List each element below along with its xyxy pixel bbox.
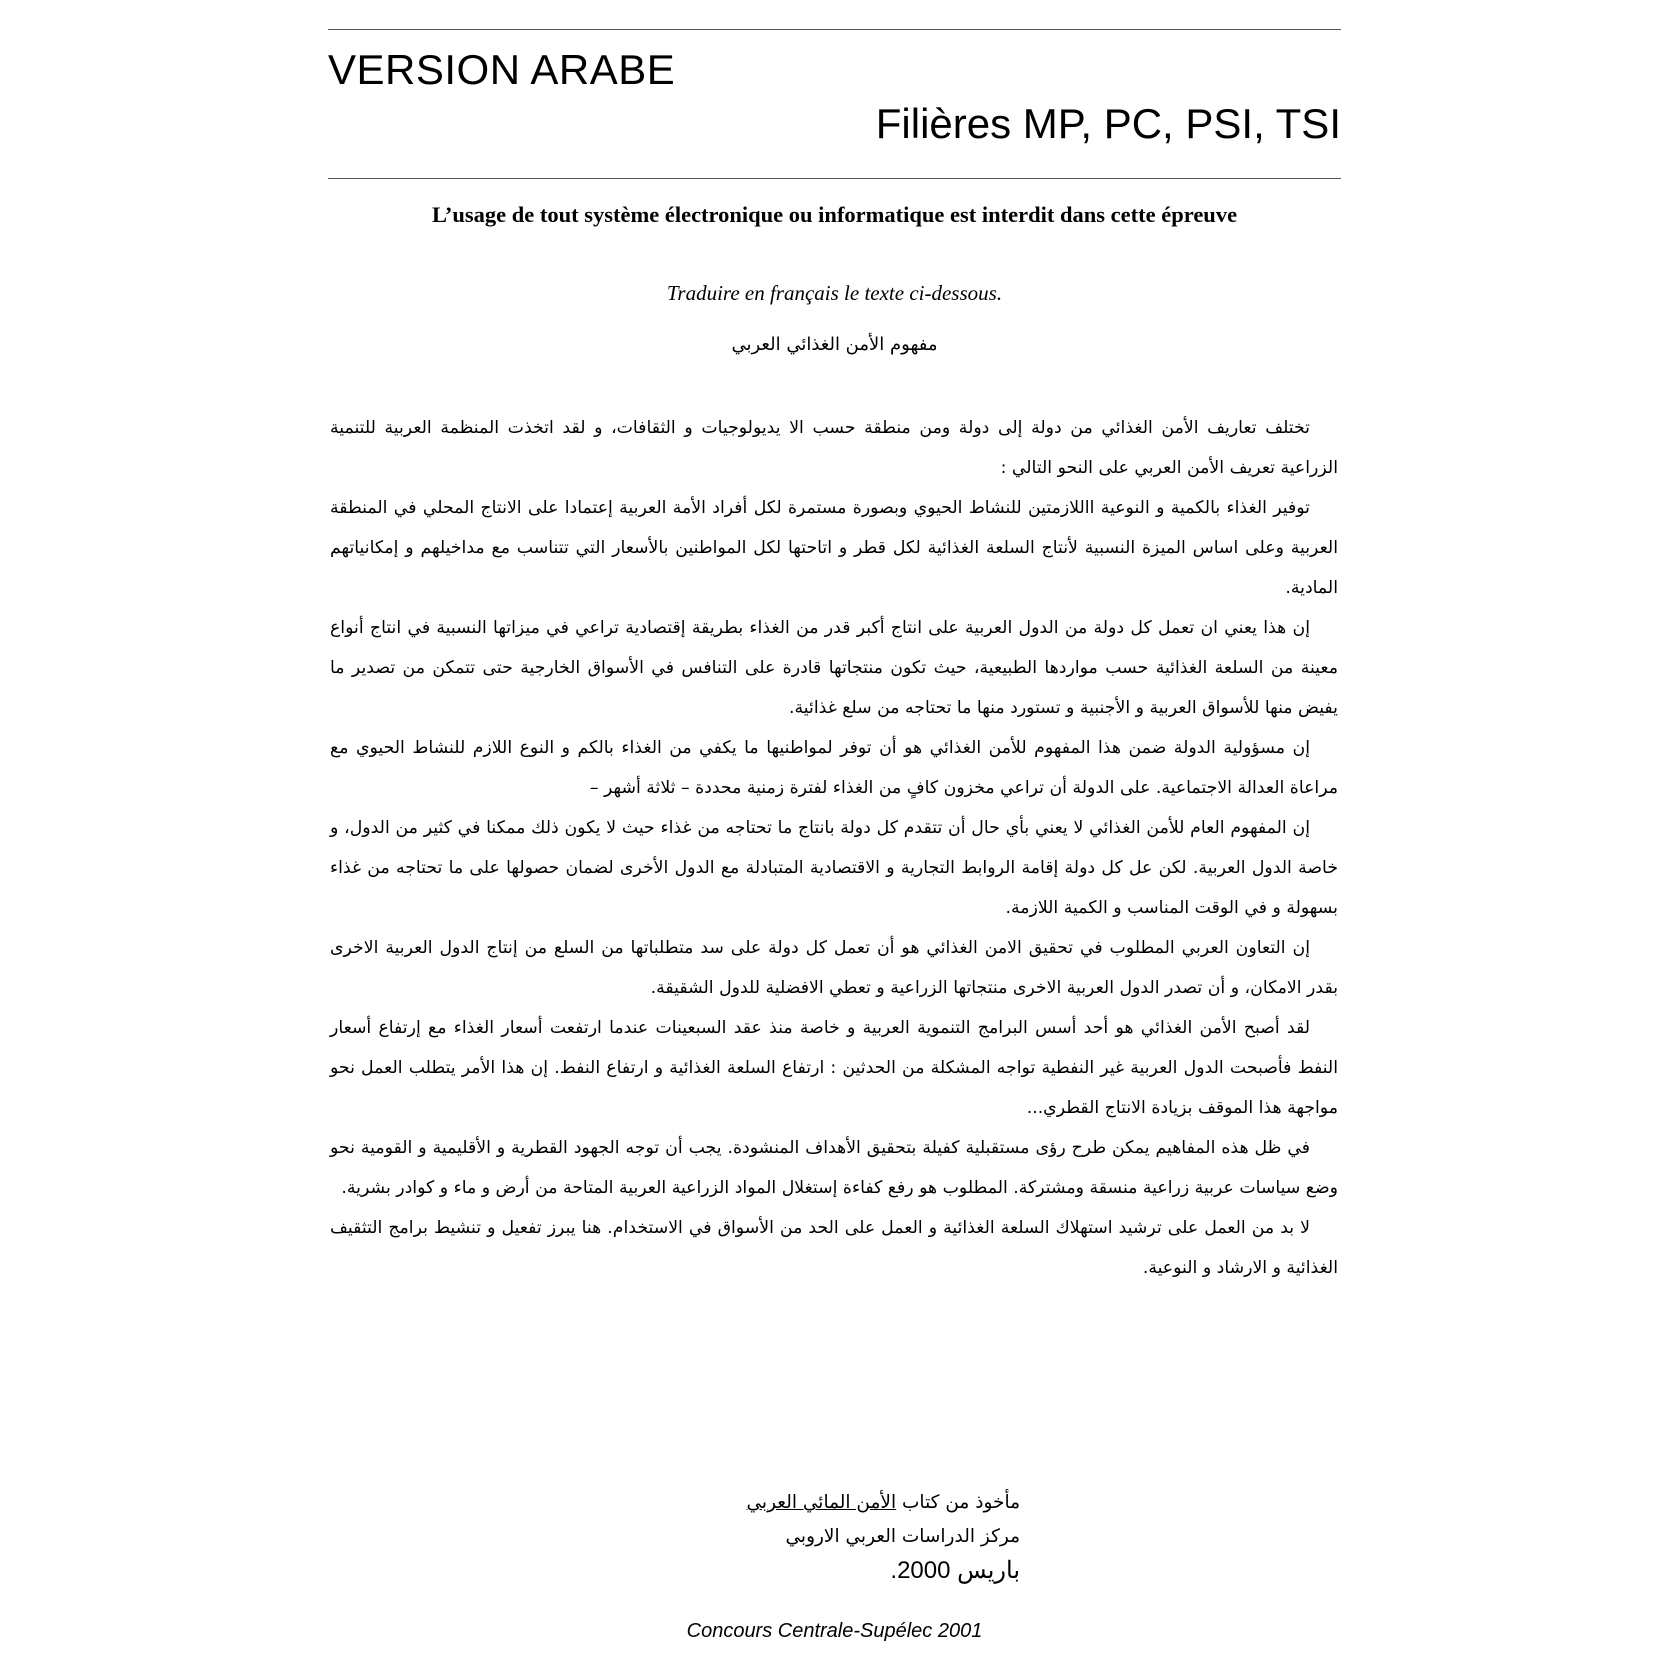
source-publisher: مركز الدراسات العربي الاروبي xyxy=(785,1526,1020,1547)
device-notice: L’usage de tout système électronique ou informatique est interdit dans cette épreuve xyxy=(431,202,1238,227)
source-place-year: باريس 2000. xyxy=(890,1557,1020,1584)
source-book-title: الأمن المائي العربي xyxy=(746,1492,897,1513)
source-book-line xyxy=(660,1486,1020,1520)
paragraph: إن هذا يعني ان تعمل كل دولة من الدول العربية على انتاج أكبر قدر من الغذاء بطريقة إقتصادية تراعي في ميزاتها النسبية في انتاج أنواع معينة من السلعة الغذائية حسب مواردها الطبيعية، حيث تكون منتجاتها قادرة على التنافس في الأسواق الخارجية حتى تتمكن من تصدير ما يفيض منها للأسواق العربية و الأجنبية و تستورد منها ما تحتاجه من سلع غذائية. xyxy=(330,618,1338,718)
paragraph: تختلف تعاريف الأمن الغذائي من دولة إلى دولة ومن منطقة حسب الا يديولوجيات و الثقافات، و لقد اتخذت المنظمة العربية للتنمية الزراعية تعريف الأمن العربي على النحو التالي : xyxy=(330,418,1338,478)
header-rule xyxy=(328,178,1341,179)
source-citation xyxy=(660,1486,1020,1588)
filieres-heading: Filières MP, PC, PSI, TSI xyxy=(875,100,1341,147)
paragraph: لا بد من العمل على ترشيد استهلاك السلعة الغذائية و العمل على الحد من الأسواق في الاستخدام. هنا يبرز تفعيل و تنشيط برامج التثقيف الغذائية و الارشاد و النوعية. xyxy=(330,1218,1338,1278)
page-footer: Concours Centrale-Supélec 2001 xyxy=(686,1620,983,1642)
top-rule xyxy=(328,29,1341,30)
paragraph: توفير الغذاء بالكمية و النوعية االلازمتين للنشاط الحيوي وبصورة مستمرة لكل أفراد الأمة العربية إعتمادا على الانتاج المحلي في المنطقة العربية وعلى اساس الميزة النسبية لأنتاج السلعة الغذائية لكل قطر و اتاحتها لكل المواطنين بالأسعار التي تتناسب مع مداخيلهم و إمكانياتهم المادية. xyxy=(330,498,1338,598)
paragraph: إن مسؤولية الدولة ضمن هذا المفهوم للأمن الغذائي هو أن توفر لمواطنيها ما يكفي من الغذاء بالكم و النوع اللازم للنشاط الحيوي مع مراعاة العدالة الاجتماعية. على الدولة أن تراعي مخزون كافٍ من الغذاء لفترة زمنية محددة – ثلاثة أشهر – xyxy=(330,738,1338,798)
paragraph: في ظل هذه المفاهيم يمكن طرح رؤى مستقبلية كفيلة بتحقيق الأهداف المنشودة. يجب أن توجه الجهود القطرية و الأقليمية و القومية نحو وضع سياسات عربية زراعية منسقة ومشتركة. المطلوب هو رفع كفاءة إستغلال المواد الزراعية العربية المتاحة من أرض و ماء و كوادر بشرية. xyxy=(330,1138,1338,1198)
paragraph: إن التعاون العربي المطلوب في تحقيق الامن الغذائي هو أن تعمل كل دولة على سد متطلباتها من السلع من إنتاج الدول العربية الاخرى بقدر الامكان، و أن تصدر الدول العربية الاخرى منتجاتها الزراعية و تعطي الافضلية للدول الشقيقة. xyxy=(330,938,1338,998)
source-prefix: مأخوذ من كتاب xyxy=(902,1492,1020,1513)
version-heading: VERSION ARABE xyxy=(328,46,676,93)
paragraph: لقد أصبح الأمن الغذائي هو أحد أسس البرامج التنموية العربية و خاصة منذ عقد السبعينات عندما ارتفعت أسعار الغذاء مع إرتفاع أسعار النفط فأصبحت الدول العربية غير النفطية تواجه المشكلة من الحدثين : ارتفاع السلعة الغذائية و ارتفاع النفط. إن هذا الأمر يتطلب العمل نحو مواجهة هذا الموقف بزيادة الانتاج القطري... xyxy=(330,1018,1338,1118)
arabic-title: مفهوم الأمن الغذائي العربي xyxy=(731,334,938,355)
arabic-body xyxy=(330,408,1338,1288)
instruction: Traduire en français le texte ci-dessous. xyxy=(666,281,1003,305)
paragraph: إن المفهوم العام للأمن الغذائي لا يعني بأي حال أن تتقدم كل دولة بانتاج ما تحتاجه من غذاء حيث لا يكون ذلك ممكنا في كثير من الدول، و خاصة الدول العربية. لكن عل كل دولة إقامة الروابط التجارية و الاقتصادية المتبادلة مع الدول الأخرى لضمان حصولها على ما تحتاجه من غذاء بسهولة و في الوقت المناسب و الكمية اللازمة. xyxy=(330,818,1338,918)
